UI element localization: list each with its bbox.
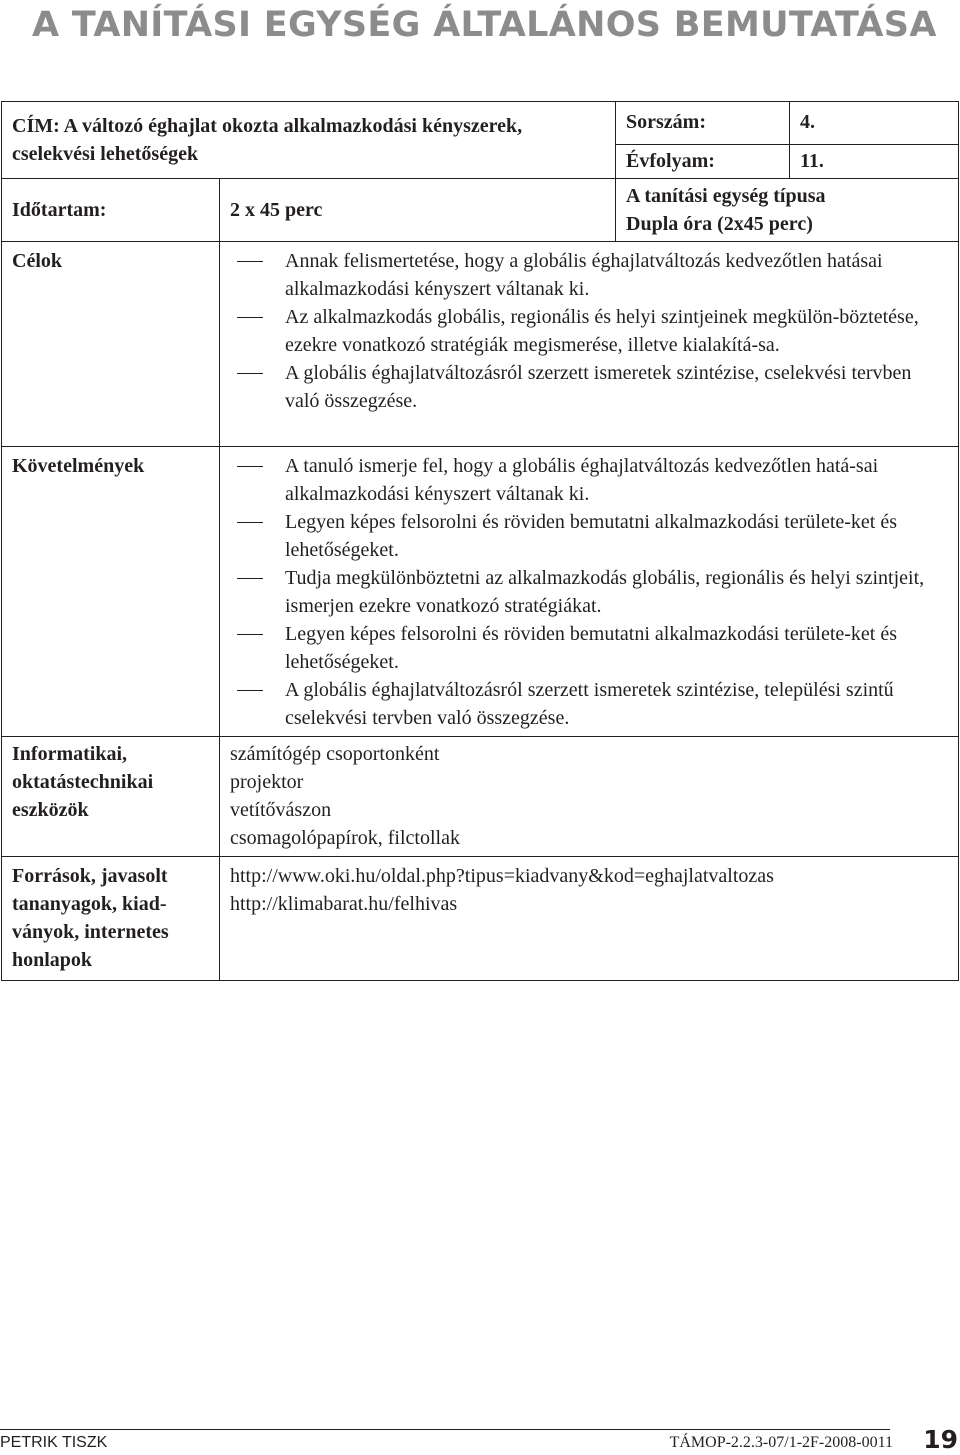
footer-divider <box>0 1429 890 1430</box>
lesson-overview-table <box>1 101 959 981</box>
tipus-cell <box>616 179 959 242</box>
page-number: 19 <box>923 1425 958 1454</box>
list-item: A tanuló ismerje fel, hogy a globális éghajlatváltozás kedvezőtlen hatá-sai alkalmazkodási kényszert váltanak ki. <box>285 452 948 508</box>
kovetelmenyek-list <box>230 452 948 732</box>
tipus-value: Dupla óra (2x45 perc) <box>626 213 813 235</box>
list-item: Tudja megkülönböztetni az alkalmazkodás globális, regionális és helyi szintjeit, ismerjen ezekre vonatkozó stratégiákat. <box>285 564 948 620</box>
link-klimabarat[interactable]: http://klimabarat.hu/felhivas <box>230 893 458 915</box>
list-item: Legyen képes felsorolni és röviden bemutatni alkalmazkodási területe-ket és lehetőségeket. <box>285 508 948 564</box>
kovetelmenyek-cell <box>220 447 959 737</box>
eszkozok-label <box>2 737 220 857</box>
evfolyam-value: 11. <box>790 145 959 179</box>
idotartam-label: Időtartam: <box>2 179 220 242</box>
eszkozok-label-line: Informatikai, <box>12 743 127 765</box>
footer-publisher: PETRIK TISZK <box>0 1434 108 1451</box>
link-oki[interactable]: http://www.oki.hu/oldal.php?tipus=kiadvany&kod=eghajlatvaltozas <box>230 865 774 887</box>
list-item: A globális éghajlatváltozásról szerzett ismeretek szintézise, települési szintű cselekvési tervben való összegzése. <box>285 676 948 732</box>
row-celok <box>2 242 959 447</box>
forrasok-label-line: tananyagok, kiad- <box>12 893 167 915</box>
forrasok-cell <box>220 857 959 981</box>
forrasok-label <box>2 857 220 981</box>
row-title <box>2 102 959 145</box>
forrasok-label-line: Források, javasolt <box>12 865 168 887</box>
sorszam-value: 4. <box>790 102 959 145</box>
row-eszkozok <box>2 737 959 857</box>
sorszam-label: Sorszám: <box>616 102 790 145</box>
list-item: Az alkalmazkodás globális, regionális és helyi szintjeinek megkülön-böztetése, ezekre vonatkozó stratégiák megismerése, illetve kialakítá-sa. <box>285 303 948 359</box>
list-item: Annak felismertetése, hogy a globális éghajlatváltozás kedvezőtlen hatásai alkalmazkodási kényszert váltanak ki. <box>285 247 948 303</box>
list-item: Legyen képes felsorolni és röviden bemutatni alkalmazkodási területe-ket és lehetőségeket. <box>285 620 948 676</box>
cim-line-2: cselekvési lehetőségek <box>12 143 199 165</box>
list-item: vetítővászon <box>230 799 332 821</box>
footer-project-code: TÁMOP-2.2.3-07/1-2F-2008-0011 <box>669 1434 893 1451</box>
list-item: csomagolópapírok, filctollak <box>230 827 460 849</box>
list-item: projektor <box>230 771 304 793</box>
celok-label: Célok <box>2 242 220 447</box>
list-item: számítógép csoportonként <box>230 743 440 765</box>
evfolyam-label: Évfolyam: <box>616 145 790 179</box>
eszkozok-cell <box>220 737 959 857</box>
cim-line-1: CÍM: A változó éghajlat okozta alkalmazkodási kényszerek, <box>12 115 523 137</box>
celok-list <box>230 247 948 415</box>
row-kovetelmenyek <box>2 447 959 737</box>
row-forrasok <box>2 857 959 981</box>
row-idotartam <box>2 179 959 242</box>
kovetelmenyek-label: Követelmények <box>2 447 220 737</box>
page-title: A TANÍTÁSI EGYSÉG ÁLTALÁNOS BEMUTATÁSA <box>32 5 937 45</box>
cim-cell <box>2 102 616 179</box>
forrasok-label-line: honlapok <box>12 949 93 971</box>
list-item: A globális éghajlatváltozásról szerzett ismeretek szintézise, cselekvési tervben való összegzése. <box>285 359 948 415</box>
tipus-label: A tanítási egység típusa <box>626 185 826 207</box>
idotartam-value: 2 x 45 perc <box>220 179 616 242</box>
eszkozok-label-line: oktatástechnikai <box>12 771 154 793</box>
forrasok-label-line: ványok, internetes <box>12 921 169 943</box>
eszkozok-label-line: eszközök <box>12 799 89 821</box>
celok-cell <box>220 242 959 447</box>
